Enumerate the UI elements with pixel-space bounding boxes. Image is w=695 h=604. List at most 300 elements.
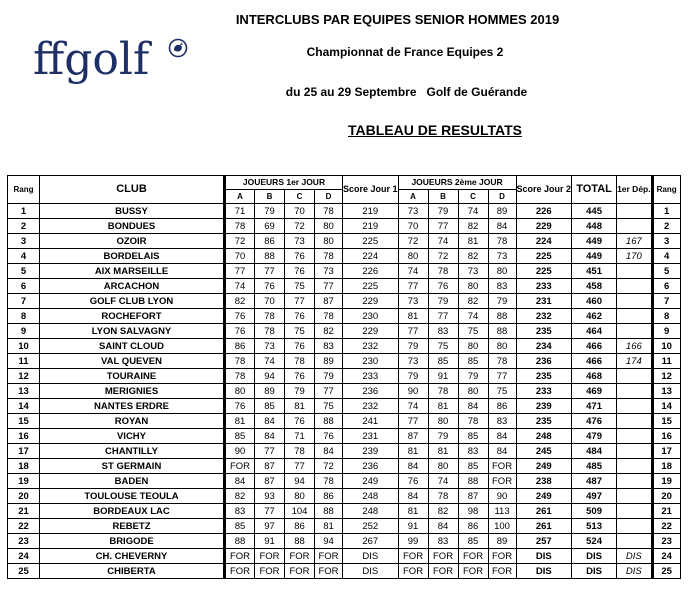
day2-player-score: 70: [398, 219, 428, 234]
championship-subtitle: Championnat de France Equipes 2: [306, 45, 504, 59]
table-row: [8, 309, 681, 324]
rank-cell: 15: [8, 414, 40, 429]
day2-player-score: FOR: [428, 549, 458, 564]
day1-player-score: 89: [255, 384, 285, 399]
rank-right-cell: 17: [652, 444, 680, 459]
rank-cell: 9: [8, 324, 40, 339]
day2-player-score: 72: [398, 234, 428, 249]
day2-player-score: FOR: [398, 549, 428, 564]
rank-right-cell: 3: [652, 234, 680, 249]
day1-player-score: 75: [315, 399, 343, 414]
club-name-cell: OZOIR: [40, 234, 225, 249]
table-row: [8, 234, 681, 249]
rank-cell: 12: [8, 369, 40, 384]
day2-player-score: 77: [428, 219, 458, 234]
day1-player-score: 78: [255, 324, 285, 339]
score-day1-cell: 252: [343, 519, 399, 534]
club-name-cell: ROCHEFORT: [40, 309, 225, 324]
header-day1-players: JOUEURS 1er JOUR: [225, 176, 343, 190]
day2-player-score: FOR: [488, 459, 516, 474]
first-departure-cell: [617, 384, 653, 399]
total-cell: 458: [572, 279, 617, 294]
day1-player-score: 85: [255, 399, 285, 414]
day2-player-score: 85: [458, 429, 488, 444]
score-day2-cell: 261: [516, 519, 572, 534]
day2-player-score: 82: [458, 249, 488, 264]
header-day2-players: JOUEURS 2ème JOUR: [398, 176, 516, 190]
day1-player-score: 84: [255, 429, 285, 444]
first-departure-cell: DIS: [617, 549, 653, 564]
club-name-cell: TOULOUSE TEOULA: [40, 489, 225, 504]
day1-player-score: 87: [315, 294, 343, 309]
day1-player-score: 76: [285, 414, 315, 429]
club-name-cell: GOLF CLUB LYON: [40, 294, 225, 309]
day1-player-score: 80: [225, 384, 255, 399]
table-row: [8, 504, 681, 519]
day1-player-score: 86: [315, 489, 343, 504]
total-cell: 451: [572, 264, 617, 279]
day1-player-score: 84: [225, 474, 255, 489]
header-player: D: [315, 190, 343, 204]
header-score-day1: Score Jour 1: [343, 176, 399, 204]
day1-player-score: 79: [255, 204, 285, 219]
rank-right-cell: 8: [652, 309, 680, 324]
day2-player-score: 81: [398, 504, 428, 519]
day1-player-score: 82: [225, 294, 255, 309]
first-departure-cell: [617, 369, 653, 384]
day1-player-score: 78: [315, 309, 343, 324]
rank-cell: 6: [8, 279, 40, 294]
day1-player-score: FOR: [315, 564, 343, 579]
day2-player-score: 80: [488, 339, 516, 354]
first-departure-cell: 166: [617, 339, 653, 354]
table-row: [8, 534, 681, 549]
header-score-day2: Score Jour 2: [516, 176, 572, 204]
club-name-cell: NANTES ERDRE: [40, 399, 225, 414]
day1-player-score: 77: [255, 444, 285, 459]
day1-player-score: 80: [315, 219, 343, 234]
day1-player-score: 94: [315, 534, 343, 549]
club-name-cell: BORDELAIS: [40, 249, 225, 264]
table-row: [8, 219, 681, 234]
day1-player-score: 76: [285, 339, 315, 354]
score-day1-cell: 236: [343, 384, 399, 399]
day2-player-score: 78: [488, 234, 516, 249]
club-name-cell: TOURAINE: [40, 369, 225, 384]
table-row: [8, 399, 681, 414]
club-name-cell: ROYAN: [40, 414, 225, 429]
club-name-cell: BONDUES: [40, 219, 225, 234]
day1-player-score: 83: [315, 339, 343, 354]
table-row: [8, 354, 681, 369]
day2-player-score: 79: [428, 204, 458, 219]
club-name-cell: LYON SALVAGNY: [40, 324, 225, 339]
total-cell: 460: [572, 294, 617, 309]
score-day2-cell: 224: [516, 234, 572, 249]
day2-player-score: 79: [488, 294, 516, 309]
day1-player-score: 83: [225, 504, 255, 519]
day2-player-score: 84: [488, 219, 516, 234]
club-name-cell: BORDEAUX LAC: [40, 504, 225, 519]
day2-player-score: 99: [398, 534, 428, 549]
table-row: [8, 549, 681, 564]
day2-player-score: 89: [488, 204, 516, 219]
table-row: [8, 459, 681, 474]
score-day2-cell: 231: [516, 294, 572, 309]
total-cell: 448: [572, 219, 617, 234]
score-day1-cell: 248: [343, 504, 399, 519]
rank-cell: 4: [8, 249, 40, 264]
first-departure-cell: [617, 459, 653, 474]
day2-player-score: 79: [458, 369, 488, 384]
table-row: [8, 264, 681, 279]
day1-player-score: 85: [225, 519, 255, 534]
day1-player-score: 78: [315, 204, 343, 219]
score-day1-cell: 219: [343, 204, 399, 219]
header-player: D: [488, 190, 516, 204]
score-day2-cell: 233: [516, 384, 572, 399]
first-departure-cell: DIS: [617, 564, 653, 579]
total-cell: 462: [572, 309, 617, 324]
header-player: C: [285, 190, 315, 204]
day2-player-score: 84: [398, 459, 428, 474]
rank-right-cell: 4: [652, 249, 680, 264]
score-day2-cell: 232: [516, 309, 572, 324]
rank-right-cell: 14: [652, 399, 680, 414]
day2-player-score: 91: [428, 369, 458, 384]
total-cell: 513: [572, 519, 617, 534]
rank-right-cell: 19: [652, 474, 680, 489]
day2-player-score: 80: [428, 414, 458, 429]
score-day1-cell: 233: [343, 369, 399, 384]
day2-player-score: 84: [488, 444, 516, 459]
day2-player-score: 113: [488, 504, 516, 519]
score-day2-cell: 229: [516, 219, 572, 234]
score-day1-cell: 232: [343, 399, 399, 414]
day2-player-score: 80: [458, 339, 488, 354]
score-day2-cell: 234: [516, 339, 572, 354]
day2-player-score: 85: [458, 459, 488, 474]
club-name-cell: ST GERMAIN: [40, 459, 225, 474]
event-dates-venue: [0, 85, 695, 99]
day2-player-score: 82: [428, 504, 458, 519]
event-title: INTERCLUBS PAR EQUIPES SENIOR HOMMES 2019: [235, 12, 560, 27]
first-departure-cell: [617, 444, 653, 459]
day2-player-score: 85: [458, 534, 488, 549]
day2-player-score: 86: [488, 399, 516, 414]
day2-player-score: 81: [398, 444, 428, 459]
day1-player-score: 86: [255, 234, 285, 249]
club-name-cell: BUSSY: [40, 204, 225, 219]
total-cell: 469: [572, 384, 617, 399]
score-day1-cell: 226: [343, 264, 399, 279]
day2-player-score: FOR: [458, 564, 488, 579]
day1-player-score: 76: [225, 324, 255, 339]
day2-player-score: 91: [398, 519, 428, 534]
rank-cell: 19: [8, 474, 40, 489]
day1-player-score: 82: [225, 489, 255, 504]
day1-player-score: 79: [315, 369, 343, 384]
club-name-cell: CHANTILLY: [40, 444, 225, 459]
rank-cell: 7: [8, 294, 40, 309]
day2-player-score: 88: [488, 324, 516, 339]
day2-player-score: 74: [428, 234, 458, 249]
score-day1-cell: 225: [343, 279, 399, 294]
score-day1-cell: 241: [343, 414, 399, 429]
day1-player-score: 94: [285, 474, 315, 489]
day1-player-score: 78: [225, 354, 255, 369]
day2-player-score: FOR: [398, 564, 428, 579]
day1-player-score: 76: [285, 264, 315, 279]
first-departure-cell: [617, 519, 653, 534]
day2-player-score: 73: [398, 204, 428, 219]
day1-player-score: 82: [315, 324, 343, 339]
table-row: [8, 474, 681, 489]
day1-player-score: 76: [315, 429, 343, 444]
day1-player-score: 70: [255, 294, 285, 309]
day2-player-score: 78: [428, 384, 458, 399]
rank-right-cell: 18: [652, 459, 680, 474]
score-day2-cell: 249: [516, 459, 572, 474]
day1-player-score: 78: [285, 444, 315, 459]
table-row: [8, 369, 681, 384]
day2-player-score: 84: [428, 519, 458, 534]
rank-right-cell: 1: [652, 204, 680, 219]
day1-player-score: 78: [255, 309, 285, 324]
score-day1-cell: 229: [343, 324, 399, 339]
day2-player-score: 73: [398, 354, 428, 369]
first-departure-cell: [617, 429, 653, 444]
day1-player-score: 84: [255, 414, 285, 429]
club-name-cell: AIX MARSEILLE: [40, 264, 225, 279]
day2-player-score: 87: [458, 489, 488, 504]
day2-player-score: 79: [428, 294, 458, 309]
rank-cell: 8: [8, 309, 40, 324]
club-name-cell: CHIBERTA: [40, 564, 225, 579]
day1-player-score: 104: [285, 504, 315, 519]
day2-player-score: 84: [398, 489, 428, 504]
header-rang: Rang: [8, 176, 40, 204]
first-departure-cell: [617, 309, 653, 324]
day2-player-score: FOR: [488, 474, 516, 489]
rank-cell: 21: [8, 504, 40, 519]
day1-player-score: 77: [255, 504, 285, 519]
table-row: [8, 384, 681, 399]
first-departure-cell: 174: [617, 354, 653, 369]
score-day2-cell: 225: [516, 264, 572, 279]
day1-player-score: 80: [285, 489, 315, 504]
day1-player-score: 87: [255, 459, 285, 474]
day1-player-score: 97: [255, 519, 285, 534]
header-first-departure: 1er Dép.: [617, 176, 653, 204]
total-cell: DIS: [572, 549, 617, 564]
day1-player-score: 77: [285, 294, 315, 309]
results-table-title: TABLEAU DE RESULTATS: [348, 122, 522, 138]
day2-player-score: 84: [458, 399, 488, 414]
rank-cell: 14: [8, 399, 40, 414]
rank-right-cell: 2: [652, 219, 680, 234]
first-departure-cell: [617, 474, 653, 489]
day2-player-score: 78: [428, 264, 458, 279]
rank-right-cell: 25: [652, 564, 680, 579]
day1-player-score: 76: [285, 309, 315, 324]
score-day1-cell: 230: [343, 354, 399, 369]
day2-player-score: 98: [458, 504, 488, 519]
header-club: CLUB: [40, 176, 225, 204]
day1-player-score: 77: [255, 264, 285, 279]
rank-right-cell: 6: [652, 279, 680, 294]
day2-player-score: 77: [398, 414, 428, 429]
first-departure-cell: [617, 219, 653, 234]
day2-player-score: FOR: [458, 549, 488, 564]
rank-right-cell: 16: [652, 429, 680, 444]
day2-player-score: 73: [398, 294, 428, 309]
day2-player-score: 72: [428, 249, 458, 264]
score-day2-cell: 238: [516, 474, 572, 489]
day2-player-score: 75: [428, 339, 458, 354]
day2-player-score: 83: [458, 444, 488, 459]
day2-player-score: 75: [488, 384, 516, 399]
day2-player-score: 83: [488, 414, 516, 429]
score-day1-cell: 267: [343, 534, 399, 549]
day1-player-score: FOR: [285, 549, 315, 564]
day2-player-score: 76: [398, 474, 428, 489]
day1-player-score: 93: [255, 489, 285, 504]
rank-cell: 23: [8, 534, 40, 549]
day2-player-score: 79: [398, 369, 428, 384]
club-name-cell: CH. CHEVERNY: [40, 549, 225, 564]
day2-player-score: 100: [488, 519, 516, 534]
day1-player-score: 77: [315, 279, 343, 294]
day1-player-score: 79: [285, 384, 315, 399]
rank-cell: 13: [8, 384, 40, 399]
rank-cell: 10: [8, 339, 40, 354]
day1-player-score: 81: [285, 399, 315, 414]
rank-cell: 20: [8, 489, 40, 504]
day1-player-score: 76: [285, 369, 315, 384]
rank-right-cell: 23: [652, 534, 680, 549]
day1-player-score: 73: [255, 339, 285, 354]
day2-player-score: 88: [488, 309, 516, 324]
day1-player-score: 74: [225, 279, 255, 294]
score-day1-cell: 248: [343, 489, 399, 504]
score-day2-cell: 233: [516, 279, 572, 294]
day2-player-score: 80: [458, 384, 488, 399]
day1-player-score: FOR: [255, 549, 285, 564]
score-day2-cell: 245: [516, 444, 572, 459]
day1-player-score: 77: [315, 384, 343, 399]
day2-player-score: 88: [458, 474, 488, 489]
table-row: [8, 489, 681, 504]
day1-player-score: 74: [255, 354, 285, 369]
rank-cell: 2: [8, 219, 40, 234]
event-venue: Golf de Guérande: [426, 85, 528, 99]
day2-player-score: 77: [428, 309, 458, 324]
day2-player-score: 74: [458, 309, 488, 324]
table-row: [8, 519, 681, 534]
day2-player-score: 77: [398, 324, 428, 339]
club-name-cell: MERIGNIES: [40, 384, 225, 399]
total-cell: 484: [572, 444, 617, 459]
day1-player-score: 78: [225, 369, 255, 384]
day1-player-score: 88: [315, 504, 343, 519]
score-day1-cell: 230: [343, 309, 399, 324]
rank-cell: 3: [8, 234, 40, 249]
first-departure-cell: [617, 399, 653, 414]
event-dates: du 25 au 29 Septembre: [285, 85, 417, 99]
day1-player-score: 71: [225, 204, 255, 219]
rank-cell: 5: [8, 264, 40, 279]
day2-player-score: FOR: [488, 564, 516, 579]
day1-player-score: FOR: [315, 549, 343, 564]
rank-cell: 16: [8, 429, 40, 444]
day1-player-score: 71: [285, 429, 315, 444]
header-player: A: [398, 190, 428, 204]
day1-player-score: 73: [285, 234, 315, 249]
day1-player-score: 90: [225, 444, 255, 459]
day2-player-score: 74: [398, 264, 428, 279]
total-cell: 468: [572, 369, 617, 384]
first-departure-cell: [617, 504, 653, 519]
score-day1-cell: 232: [343, 339, 399, 354]
table-row: [8, 429, 681, 444]
club-name-cell: ARCACHON: [40, 279, 225, 294]
day2-player-score: 85: [428, 354, 458, 369]
day1-player-score: 86: [285, 519, 315, 534]
score-day2-cell: 235: [516, 369, 572, 384]
ffgolf-logo: ffgolf: [33, 34, 150, 85]
score-day2-cell: DIS: [516, 564, 572, 579]
day2-player-score: 74: [458, 204, 488, 219]
total-cell: 497: [572, 489, 617, 504]
table-row: [8, 294, 681, 309]
club-name-cell: BADEN: [40, 474, 225, 489]
club-name-cell: VAL QUEVEN: [40, 354, 225, 369]
total-cell: 464: [572, 324, 617, 339]
day2-player-score: 81: [398, 309, 428, 324]
rank-right-cell: 15: [652, 414, 680, 429]
header-total: TOTAL: [572, 176, 617, 204]
score-day1-cell: 224: [343, 249, 399, 264]
day1-player-score: 78: [285, 354, 315, 369]
rank-right-cell: 21: [652, 504, 680, 519]
day1-player-score: 94: [255, 369, 285, 384]
score-day2-cell: 257: [516, 534, 572, 549]
score-day2-cell: 248: [516, 429, 572, 444]
day2-player-score: 75: [458, 324, 488, 339]
score-day1-cell: 225: [343, 234, 399, 249]
total-cell: 524: [572, 534, 617, 549]
first-departure-cell: [617, 489, 653, 504]
day2-player-score: 78: [458, 414, 488, 429]
rank-cell: 25: [8, 564, 40, 579]
rank-cell: 18: [8, 459, 40, 474]
day1-player-score: 91: [255, 534, 285, 549]
first-departure-cell: [617, 204, 653, 219]
day1-player-score: 78: [315, 474, 343, 489]
day1-player-score: 86: [225, 339, 255, 354]
score-day2-cell: 225: [516, 249, 572, 264]
total-cell: 479: [572, 429, 617, 444]
table-row: [8, 279, 681, 294]
score-day1-cell: 249: [343, 474, 399, 489]
club-name-cell: REBETZ: [40, 519, 225, 534]
score-day2-cell: 261: [516, 504, 572, 519]
first-departure-cell: [617, 414, 653, 429]
score-day2-cell: 239: [516, 399, 572, 414]
score-day1-cell: 236: [343, 459, 399, 474]
day2-player-score: 82: [458, 219, 488, 234]
